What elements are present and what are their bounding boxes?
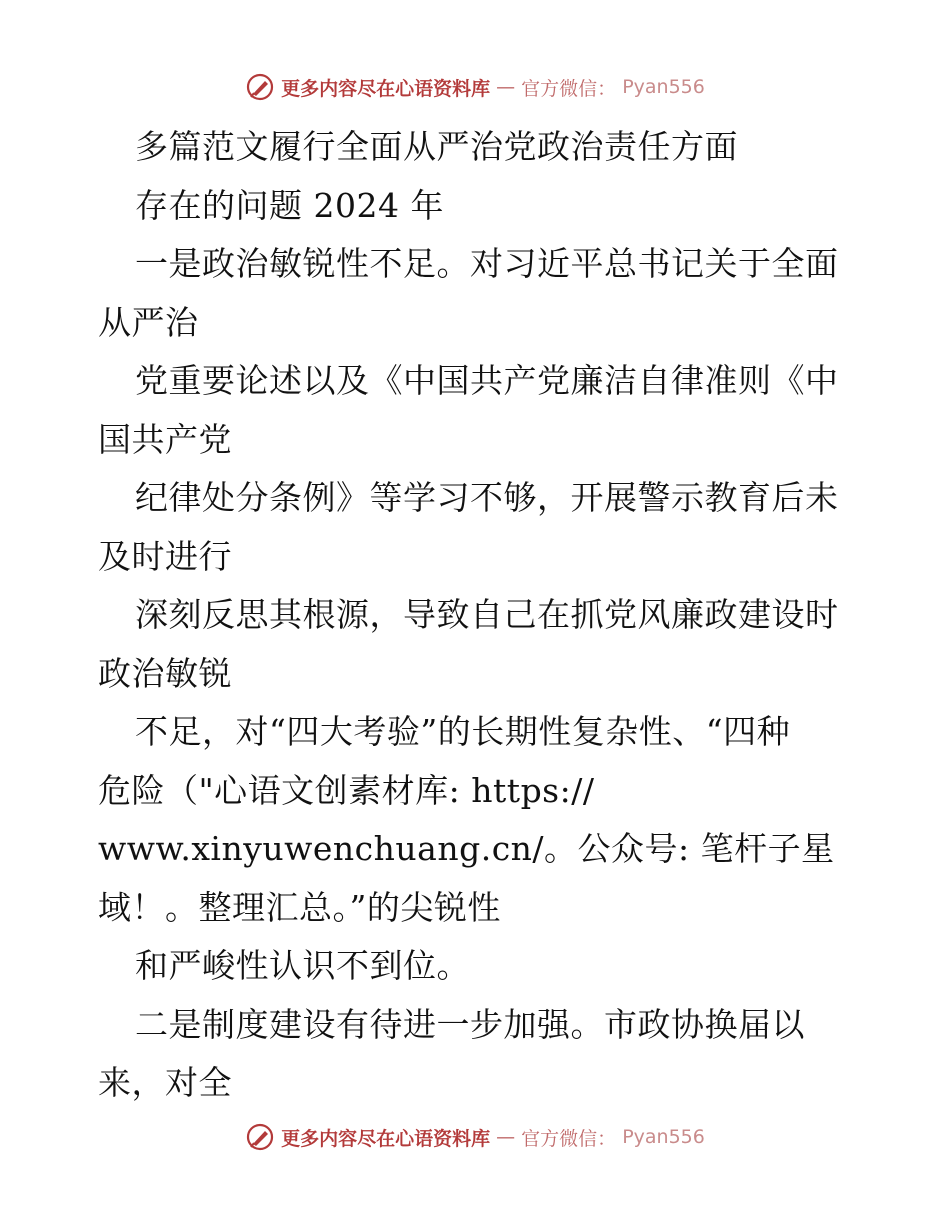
watermark-separator: — — [496, 1126, 516, 1148]
text-line: 域！。整理汇总。”的尖锐性 — [98, 887, 501, 927]
text-line: 多篇范文履行全面从严治党政治责任方面 — [135, 127, 738, 166]
watermark-wechat-id: Pyan556 — [622, 1126, 705, 1148]
text-line: www.xinyuwenchuang.cn/。公众号: 笔杆子星 — [98, 829, 835, 868]
text-line: 来，对全 — [98, 1063, 232, 1102]
watermark-separator: — — [496, 76, 516, 98]
text-line: 二是制度建设有待进一步加强。市政协换届以 — [135, 1004, 805, 1044]
text-line: 深刻反思其根源，导致自己在抓党风廉政建设时 — [135, 595, 839, 634]
text-line: 党重要论述以及《中国共产党廉洁自律准则《中 — [135, 361, 839, 400]
watermark-wechat-id: Pyan556 — [622, 76, 705, 98]
text-line: 危险（"心语文创素材库: https:// — [98, 770, 595, 810]
text-line: 及时进行 — [98, 536, 232, 576]
watermark-wechat-label: 官方微信： — [521, 77, 617, 100]
text-line: 一是政治敏锐性不足。对习近平总书记关于全面 — [135, 244, 839, 283]
quill-pen-logo-icon — [245, 1122, 275, 1152]
watermark-title: 更多内容尽在心语资料库 — [281, 1127, 491, 1150]
footer-watermark — [0, 1122, 950, 1152]
text-line: 纪律处分条例》等学习不够，开展警示教育后未 — [135, 478, 839, 517]
text-line: 和严峻性认识不到位。 — [135, 946, 470, 985]
watermark-title: 更多内容尽在心语资料库 — [281, 77, 491, 100]
document-body — [98, 118, 858, 1113]
text-line: 存在的问题 2024 年 — [135, 185, 444, 225]
text-line: 政治敏锐 — [98, 653, 232, 693]
quill-pen-logo-icon — [245, 72, 275, 102]
text-line: 不足，对“四大考验”的长期性复杂性、“四种 — [135, 712, 791, 751]
text-line: 从严治 — [98, 302, 199, 342]
header-watermark — [0, 72, 950, 102]
text-line: 国共产党 — [98, 419, 232, 459]
watermark-wechat-label: 官方微信： — [521, 1127, 617, 1150]
